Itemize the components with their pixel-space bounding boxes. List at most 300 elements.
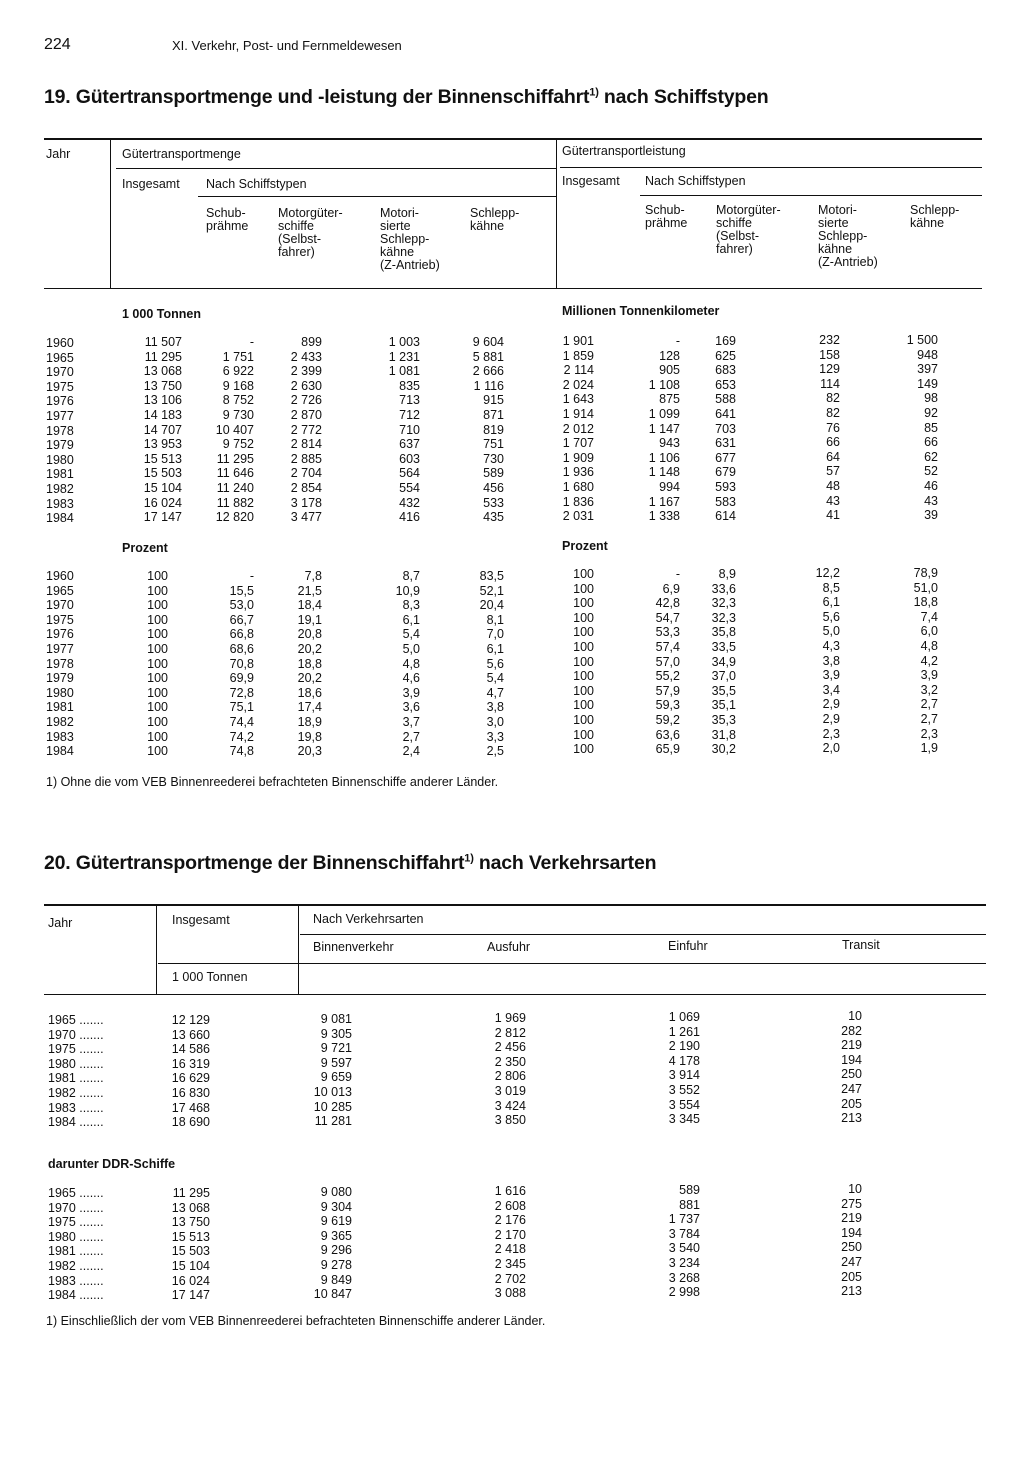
t20-years-ddr-cell: 1981 .......: [48, 1244, 104, 1259]
t19-abs-leistung-insgesamt-cell: 1 680: [562, 479, 594, 494]
t19-abs-leistung-schub-cell: 875: [659, 392, 680, 407]
t20-ddr-transit: [820, 1182, 862, 1299]
t20-ddr-binnen-cell: 9 296: [320, 1243, 352, 1258]
t20-all-transit-cell: 194: [841, 1052, 862, 1067]
t20-ddr-ausfuhr-cell: 3 088: [494, 1286, 526, 1301]
t20-ddr-einfuhr-cell: 1 737: [668, 1212, 700, 1227]
t19-abs-menge-motori-cell: 713: [399, 393, 420, 408]
t19-pct-menge-schlepp: [444, 569, 504, 759]
t19-pct-menge-motori-cell: 3,9: [402, 685, 420, 700]
t19-abs-leistung-schub-cell: 1 108: [648, 377, 680, 392]
t20-h-jahr: Jahr: [48, 916, 73, 930]
t19-pct-menge-schub-cell: 72,8: [229, 685, 254, 700]
t20-years-ddr-cell: 1970 .......: [48, 1200, 104, 1215]
t19-pct-leistung-schlepp-cell: 4,2: [920, 653, 938, 668]
t19-pct-leistung-insgesamt-cell: 100: [573, 742, 594, 757]
t19-abs-menge-motor-cell: 2 772: [290, 422, 322, 437]
t19-abs-menge-schub-cell: 9 730: [222, 407, 254, 422]
t19-pct-leistung-schub: [626, 567, 680, 757]
t19-abs-menge-motor-cell: 2 726: [290, 393, 322, 408]
t19-abs-menge-insgesamt-cell: 14 707: [143, 422, 182, 437]
t20-header-bottom-rule: [44, 994, 986, 995]
section-title: XI. Verkehr, Post- und Fernmeldewesen: [172, 38, 402, 53]
t19-pct-leistung-motori: [790, 566, 840, 756]
t19-abs-menge-motori-cell: 1 003: [388, 335, 420, 349]
t20-all-ausfuhr-cell: 2 812: [494, 1025, 526, 1040]
t19-pct-menge-schub-cell: 68,6: [229, 641, 254, 656]
t19-abs-menge-motori-cell: 432: [399, 495, 420, 510]
t19-abs-menge-schlepp-cell: 589: [483, 466, 504, 481]
t20-ddr-insgesamt-cell: 17 147: [171, 1288, 210, 1303]
t19-pct-leistung-insgesamt-cell: 100: [573, 712, 594, 727]
t19-abs-menge-insgesamt-cell: 13 068: [143, 364, 182, 379]
t19-abs-leistung-insgesamt-cell: 1 643: [562, 392, 594, 407]
t19-abs-menge-insgesamt-cell: 15 503: [143, 466, 182, 481]
t19-pct-leistung-motor-cell: 35,3: [711, 712, 736, 727]
t20-h-ausfuhr: Ausfuhr: [487, 940, 531, 954]
t19-years-pct-cell: 1977: [46, 641, 74, 656]
t19-pct-leistung-motori-cell: 3,4: [822, 682, 840, 697]
t19-pct-leistung-schub-cell: 65,9: [655, 742, 680, 757]
t19-pct-menge-motori-cell: 4,8: [402, 656, 420, 671]
t19-abs-leistung-insgesamt: [540, 334, 594, 524]
t20-years-all-cell: 1983 .......: [48, 1100, 104, 1115]
t19-abs-leistung-motor-cell: 593: [715, 479, 736, 494]
t19-abs-leistung-motori-cell: 158: [819, 347, 840, 362]
t19-abs-menge-motor-cell: 2 704: [290, 466, 322, 481]
t19-abs-menge-insgesamt-cell: 14 183: [143, 407, 182, 422]
t19-pct-menge-schub-cell: 66,7: [229, 612, 254, 627]
t19-pct-menge-schub-cell: 66,8: [229, 627, 254, 642]
t19-abs-menge-motor: [262, 335, 322, 525]
t20-all-ausfuhr-cell: 3 019: [494, 1083, 526, 1098]
t19-pct-menge-insgesamt-cell: 100: [147, 656, 168, 671]
t19-pct-leistung-motori-cell: 3,8: [822, 653, 840, 668]
t19-abs-leistung-motori-cell: 82: [826, 405, 840, 420]
table19-divider-year: [110, 140, 111, 288]
t19-abs-leistung-schlepp-cell: 92: [924, 405, 938, 420]
t19-abs-menge-motori-cell: 1 081: [388, 364, 420, 379]
t19-pct-leistung-schub-cell: 42,8: [655, 596, 680, 611]
t19-abs-leistung-motor-cell: 169: [715, 334, 736, 348]
t19-abs-menge-insgesamt-cell: 11 295: [144, 349, 182, 364]
t19-abs-menge-schlepp-cell: 819: [483, 422, 504, 437]
t19-h-schub-left: Schub- prähme: [206, 206, 249, 233]
t19-pct-menge-schub-cell: 69,9: [229, 671, 254, 686]
t19-footnote: 1) Ohne die vom VEB Binnenreederei befrachteten Binnenschiffe anderer Länder.: [46, 775, 499, 789]
t19-pct-leistung-motori-cell: 5,0: [822, 624, 840, 639]
t19-abs-menge-motori-cell: 637: [399, 437, 420, 452]
t19-header-bottom-rule: [44, 288, 982, 289]
t19-h-jahr: Jahr: [46, 147, 71, 161]
t19-pct-menge-schlepp-cell: 3,3: [486, 729, 504, 744]
t19-abs-leistung-schlepp-cell: 85: [924, 420, 938, 435]
t20-years-all-cell: 1970 .......: [48, 1027, 104, 1042]
t20-ddr-ausfuhr: [470, 1184, 526, 1301]
t20-all-transit-cell: 282: [841, 1023, 862, 1038]
t19-abs-menge-schub-cell: -: [249, 335, 254, 349]
t19-pct-menge-schub-cell: 74,8: [229, 744, 254, 759]
t19-years-abs-cell: 1980: [46, 452, 74, 467]
t19-pct-leistung-schub-cell: 57,4: [655, 639, 680, 654]
t19-pct-leistung-schlepp-cell: 7,4: [920, 609, 938, 624]
t19-pct-leistung-insgesamt-cell: 100: [573, 625, 594, 640]
t20-ddr-einfuhr-cell: 3 540: [668, 1241, 700, 1256]
t19-pct-menge-schub-cell: 74,4: [229, 714, 254, 729]
t20-ddr-binnen-cell: 9 278: [320, 1257, 352, 1272]
t19-abs-menge-motor-cell: 2 814: [290, 437, 322, 452]
t19-rule-nach-left: [198, 196, 556, 197]
t19-abs-menge-motori-cell: 710: [399, 422, 420, 437]
t19-pct-menge-insgesamt-cell: 100: [147, 714, 168, 729]
t19-pct-leistung-insgesamt-cell: 100: [573, 698, 594, 713]
t19-abs-leistung-motor-cell: 677: [715, 450, 736, 465]
t19-abs-menge-schlepp-cell: 533: [483, 495, 504, 510]
table20-divider-insgesamt: [298, 906, 299, 994]
t19-abs-menge-schub-cell: 6 922: [222, 364, 254, 379]
t20-ddr-transit-cell: 275: [841, 1196, 862, 1211]
t19-abs-leistung-motor-cell: 614: [715, 509, 736, 524]
t19-pct-menge-motor-cell: 7,8: [304, 569, 322, 583]
t19-abs-menge-insgesamt-cell: 17 147: [143, 510, 182, 525]
t19-pct-menge-motor-cell: 18,4: [297, 598, 322, 613]
t19-abs-leistung-motor-cell: 631: [715, 436, 736, 451]
t19-abs-menge-schub-cell: 11 240: [216, 480, 254, 495]
t19-pct-menge-insgesamt-cell: 100: [147, 569, 168, 583]
t19-abs-leistung-motor: [686, 334, 736, 524]
t19-pct-leistung-motori-cell: 2,3: [822, 726, 840, 741]
t19-h-insgesamt-left: Insgesamt: [122, 177, 180, 191]
t19-pct-menge-motor-cell: 18,6: [297, 685, 322, 700]
t19-abs-leistung-schub-cell: 1 099: [648, 406, 680, 421]
t19-years-abs-cell: 1975: [46, 379, 74, 394]
t20-years-all-cell: 1975 .......: [48, 1042, 104, 1057]
t20-all-binnen-cell: 9 305: [320, 1026, 352, 1041]
t20-ddr-einfuhr-cell: 3 234: [668, 1255, 700, 1270]
t19-pct-leistung-motor-cell: 35,8: [711, 625, 736, 640]
t19-h-motor-left: Motorgüter- schiffe (Selbst- fahrer): [278, 206, 343, 259]
t19-pct-leistung-motor-cell: 32,3: [711, 596, 736, 611]
t20-all-binnen-cell: 9 597: [320, 1055, 352, 1070]
t19-abs-leistung-schub-cell: 1 147: [648, 421, 680, 436]
t19-pct-menge-schlepp-cell: 3,8: [486, 700, 504, 715]
t19-pct-leistung-schlepp-cell: 2,7: [920, 711, 938, 726]
t19-abs-menge-schlepp-cell: 456: [483, 480, 504, 495]
t19-pct-leistung-motori-cell: 8,5: [822, 580, 840, 595]
t19-pct-leistung-motori-cell: 12,2: [815, 566, 840, 580]
t19-unit-tkm: Millionen Tonnenkilometer: [562, 304, 720, 318]
t20-all-insgesamt-cell: 12 129: [171, 1013, 210, 1027]
t19-abs-leistung-motori-cell: 57: [826, 464, 840, 479]
t19-abs-menge-insgesamt-cell: 11 507: [144, 335, 182, 349]
t19-abs-menge-schlepp-cell: 751: [483, 437, 504, 452]
table20-divider-year: [156, 906, 157, 994]
t20-all-transit-cell: 213: [841, 1111, 862, 1126]
t19-pct-menge-schlepp-cell: 3,0: [486, 714, 504, 729]
t19-abs-menge-schub: [190, 335, 254, 525]
t19-pct-menge-schlepp-cell: 8,1: [486, 612, 504, 627]
t20-ddr-binnen-cell: 9 619: [320, 1214, 352, 1229]
t20-all-einfuhr-cell: 1 261: [668, 1024, 700, 1039]
t20-all-transit-cell: 219: [841, 1038, 862, 1053]
t19-abs-leistung-insgesamt-cell: 1 836: [562, 494, 594, 509]
t20-ddr-transit-cell: 213: [841, 1284, 862, 1299]
t19-abs-leistung-schub: [626, 334, 680, 524]
table20-top-rule: [44, 904, 986, 906]
t19-abs-leistung-motori-cell: 48: [826, 478, 840, 493]
t20-all-einfuhr-cell: 2 190: [668, 1039, 700, 1054]
t19-abs-menge-schlepp-cell: 915: [483, 393, 504, 408]
t20-rule-unit: [158, 963, 986, 964]
t19-abs-leistung-schlepp-cell: 149: [917, 376, 938, 391]
t19-abs-leistung-insgesamt-cell: 2 024: [562, 377, 594, 392]
t19-years-abs-cell: 1983: [46, 496, 74, 511]
t19-abs-leistung-motor-cell: 583: [715, 494, 736, 509]
t20-ddr-transit-cell: 247: [841, 1254, 862, 1269]
t19-abs-menge-motor-cell: 2 433: [290, 349, 322, 364]
t20-all-einfuhr-cell: 4 178: [668, 1053, 700, 1068]
t19-abs-leistung-insgesamt-cell: 2 114: [563, 363, 594, 378]
t19-abs-menge-motor-cell: 3 477: [290, 510, 322, 525]
t19-pct-menge-schub-cell: -: [249, 569, 254, 583]
t19-abs-leistung-motori-cell: 82: [826, 391, 840, 406]
t19-pct-leistung-motor-cell: 30,2: [711, 742, 736, 757]
t19-abs-menge-schub-cell: 12 820: [215, 510, 254, 525]
t19-abs-menge-schub-cell: 9 168: [222, 378, 254, 393]
t19-pct-leistung-schub-cell: 54,7: [655, 610, 680, 625]
t20-ddr-einfuhr-cell: 3 268: [668, 1270, 700, 1285]
t20-all-binnen-cell: 11 281: [314, 1114, 352, 1129]
t19-pct-menge-schlepp-cell: 4,7: [486, 685, 504, 700]
t19-pct-menge-motor-cell: 19,8: [297, 729, 322, 744]
t19-pct-menge-motori: [360, 569, 420, 759]
t19-years-abs-cell: 1984: [46, 511, 74, 526]
t20-ddr-insgesamt-cell: 15 513: [171, 1229, 210, 1244]
t19-pct-leistung-motor-cell: 34,9: [711, 654, 736, 669]
t19-pct-menge-motori-cell: 4,6: [402, 671, 420, 686]
t19-pct-menge-schub: [190, 569, 254, 759]
t19-h-schub-right: Schub- prähme: [645, 203, 688, 230]
t19-pct-menge-schlepp-cell: 5,6: [486, 656, 504, 671]
t20-all-transit-cell: 10: [848, 1009, 862, 1023]
t19-abs-leistung-schub-cell: 1 106: [648, 450, 680, 465]
t19-abs-menge-schlepp-cell: 435: [483, 510, 504, 525]
t19-abs-menge-insgesamt: [110, 335, 182, 525]
t20-all-ausfuhr-cell: 3 424: [494, 1098, 526, 1113]
t19-years-abs-cell: 1981: [46, 467, 74, 482]
t20-years-ddr-cell: 1975 .......: [48, 1215, 104, 1230]
t20-ddr-insgesamt-cell: 11 295: [172, 1186, 210, 1200]
t19-pct-menge-motori-cell: 3,7: [402, 714, 420, 729]
t19-pct-menge-insgesamt-cell: 100: [147, 700, 168, 715]
t19-abs-menge-motor-cell: 2 854: [290, 480, 322, 495]
t19-pct-leistung-motori-cell: 6,1: [822, 595, 840, 610]
t19-abs-menge-motori: [360, 335, 420, 525]
t20-ddr-ausfuhr-cell: 2 176: [494, 1213, 526, 1228]
t19-abs-menge-insgesamt-cell: 15 513: [143, 451, 182, 466]
t19-years-pct-cell: 1981: [46, 700, 74, 715]
t19-abs-leistung-schub-cell: 994: [659, 479, 680, 494]
t20-h-transit: Transit: [842, 938, 880, 952]
t20-all-binnen-cell: 9 721: [320, 1041, 352, 1056]
t19-abs-menge-schlepp-cell: 2 666: [472, 364, 504, 379]
t20-years-ddr-cell: 1965 .......: [48, 1186, 104, 1200]
t19-pct-leistung-schub-cell: 59,3: [655, 698, 680, 713]
t19-pct-menge-motor-cell: 20,8: [297, 627, 322, 642]
t20-all-insgesamt-cell: 18 690: [171, 1115, 210, 1130]
t20-ddr-binnen-cell: 9 304: [320, 1199, 352, 1214]
t19-pct-leistung-insgesamt-cell: 100: [573, 567, 594, 581]
t19-years-pct-cell: 1970: [46, 598, 74, 613]
t19-pct-leistung-schlepp: [880, 566, 938, 756]
t19-abs-menge-motori-cell: 564: [399, 466, 420, 481]
t20-years-ddr-cell: 1980 .......: [48, 1229, 104, 1244]
t19-years-pct-cell: 1982: [46, 714, 74, 729]
t20-ddr-einfuhr-cell: 2 998: [668, 1285, 700, 1300]
t19-unit-tonnen: 1 000 Tonnen: [122, 307, 201, 321]
t19-years-pct-cell: 1976: [46, 627, 74, 642]
t19-pct-menge-motor-cell: 19,1: [297, 612, 322, 627]
t19-pct-leistung-schlepp-cell: 6,0: [920, 624, 938, 639]
t19-pct-menge-schlepp-cell: 2,5: [486, 744, 504, 759]
t20-all-einfuhr-cell: 3 345: [668, 1112, 700, 1127]
t20-ddr-einfuhr: [646, 1183, 700, 1300]
t19-pct-leistung-schlepp-cell: 3,9: [920, 668, 938, 683]
t20-ddr-ausfuhr-cell: 1 616: [494, 1184, 526, 1198]
t19-pct-menge-insgesamt-cell: 100: [147, 583, 168, 598]
t19-pct-leistung-schlepp-cell: 2,3: [920, 726, 938, 741]
t19-pct-menge-motori-cell: 8,3: [402, 598, 420, 613]
t19-pct-menge-motor-cell: 20,2: [297, 641, 322, 656]
t19-abs-menge-motor-cell: 2 870: [290, 407, 322, 422]
t19-abs-menge-motori-cell: 554: [399, 480, 420, 495]
t20-h-binnen: Binnenverkehr: [313, 940, 394, 954]
t19-pct-leistung-motori-cell: 2,0: [822, 741, 840, 756]
t20-ddr-einfuhr-cell: 589: [679, 1183, 700, 1197]
t19-abs-menge-schlepp-cell: 1 116: [473, 378, 504, 393]
t20-years-all-cell: 1980 .......: [48, 1056, 104, 1071]
t20-ddr-transit-cell: 205: [841, 1269, 862, 1284]
t20-ddr-binnen-cell: 9 080: [320, 1185, 352, 1199]
t19-abs-leistung-insgesamt-cell: 1 707: [562, 436, 594, 451]
t20-years-all-cell: 1981 .......: [48, 1071, 104, 1086]
t20-ddr-transit-cell: 194: [841, 1225, 862, 1240]
t20-h-einfuhr: Einfuhr: [668, 939, 708, 953]
t19-abs-leistung-motori-cell: 43: [826, 493, 840, 508]
t20-all-binnen-cell: 10 013: [313, 1084, 352, 1099]
t19-pct-menge-schlepp-cell: 20,4: [479, 598, 504, 613]
t19-pct-leistung-schub-cell: 57,0: [655, 654, 680, 669]
t19-abs-leistung-motori: [790, 333, 840, 523]
t19-years-abs-cell: 1979: [46, 438, 74, 453]
t19-abs-menge-schub-cell: 11 882: [216, 495, 254, 510]
t19-abs-leistung-insgesamt-cell: 2 031: [562, 509, 594, 524]
t19-years-pct: [46, 569, 74, 759]
t20-all-insgesamt-cell: 17 468: [171, 1100, 210, 1115]
t20-all-transit-cell: 250: [841, 1067, 862, 1082]
t19-pct-leistung-insgesamt-cell: 100: [573, 669, 594, 684]
t19-h-motor-right: Motorgüter- schiffe (Selbst- fahrer): [716, 203, 781, 256]
t20-ddr-insgesamt: [150, 1186, 210, 1303]
t19-h-motori-left: Motori- sierte Schlepp- kähne (Z-Antrieb): [380, 206, 440, 272]
t20-ddr-insgesamt-cell: 16 024: [171, 1273, 210, 1288]
t20-footnote: 1) Einschließlich der vom VEB Binnenreederei befrachteten Binnenschiffe anderer Länder.: [46, 1314, 546, 1328]
t19-abs-leistung-motori-cell: 129: [819, 362, 840, 377]
t19-pct-menge-schlepp-cell: 7,0: [486, 627, 504, 642]
t20-all-binnen-cell: 9 659: [320, 1070, 352, 1085]
t19-abs-leistung-motor-cell: 683: [715, 363, 736, 378]
t19-pct-leistung-motor-cell: 32,3: [711, 610, 736, 625]
t19-abs-menge-schlepp-cell: 871: [483, 407, 504, 422]
t20-years-ddr-cell: 1983 .......: [48, 1273, 104, 1288]
t19-pct-leistung-schub-cell: 63,6: [655, 727, 680, 742]
t19-abs-leistung-motor-cell: 641: [715, 406, 736, 421]
t20-h-nach: Nach Verkehrsarten: [313, 912, 424, 926]
t19-abs-leistung-insgesamt-cell: 1 909: [562, 450, 594, 465]
t20-ddr-binnen: [290, 1185, 352, 1302]
t19-abs-leistung-schub-cell: 128: [659, 348, 680, 363]
t19-pct-menge-motori-cell: 3,6: [402, 700, 420, 715]
t20-all-transit: [820, 1009, 862, 1126]
t19-abs-menge-motori-cell: 835: [399, 378, 420, 393]
t20-ddr-transit-cell: 250: [841, 1240, 862, 1255]
t19-pct-leistung-motori-cell: 3,9: [822, 668, 840, 683]
t19-abs-leistung-schlepp-cell: 39: [924, 508, 938, 523]
t19-pct-leistung-motor: [686, 567, 736, 757]
t19-pct-menge-insgesamt-cell: 100: [147, 627, 168, 642]
t20-years-all-cell: 1965 .......: [48, 1013, 104, 1027]
t19-abs-menge-motor-cell: 2 630: [290, 378, 322, 393]
t19-abs-menge-motori-cell: 1 231: [388, 349, 420, 364]
t19-pct-menge-insgesamt-cell: 100: [147, 598, 168, 613]
t19-abs-leistung-schlepp-cell: 62: [924, 449, 938, 464]
t19-years-pct-cell: 1983: [46, 729, 74, 744]
t19-h-menge: Gütertransportmenge: [122, 147, 241, 161]
t19-abs-leistung-insgesamt-cell: 1 914: [562, 406, 594, 421]
table19-title: 19. Gütertransportmenge und -leistung der Binnenschiffahrt$^{1)}$ nach Schiffstypen: [44, 86, 769, 108]
t20-ddr-insgesamt-cell: 13 068: [171, 1200, 210, 1215]
t19-years-abs: [46, 336, 74, 526]
t20-unit-tonnen: 1 000 Tonnen: [172, 970, 248, 984]
t19-pct-menge-motori-cell: 10,9: [395, 583, 420, 598]
t19-abs-menge-insgesamt-cell: 13 106: [143, 393, 182, 408]
t19-abs-leistung-schlepp-cell: 1 500: [906, 333, 938, 347]
t19-abs-leistung-insgesamt-cell: 1 901: [562, 334, 594, 348]
t20-all-ausfuhr-cell: 2 456: [494, 1040, 526, 1055]
t19-abs-leistung-motor-cell: 679: [715, 465, 736, 480]
t19-years-abs-cell: 1960: [46, 336, 74, 350]
t19-pct-menge-motori-cell: 6,1: [402, 612, 420, 627]
t19-pct-leistung-insgesamt-cell: 100: [573, 639, 594, 654]
t19-abs-menge-motori-cell: 416: [399, 510, 420, 525]
t19-abs-leistung-motori-cell: 76: [826, 420, 840, 435]
t19-pct-leistung-schlepp-cell: 78,9: [913, 566, 938, 580]
t19-pct-leistung-motor-cell: 37,0: [711, 669, 736, 684]
t20-ddr-transit-cell: 219: [841, 1211, 862, 1226]
t19-pct-menge-motori-cell: 2,4: [402, 744, 420, 759]
t19-pct-menge-insgesamt-cell: 100: [147, 744, 168, 759]
t19-rule-menge: [116, 168, 556, 169]
t19-abs-menge-schlepp-cell: 5 881: [472, 349, 504, 364]
t19-abs-leistung-schlepp-cell: 46: [924, 478, 938, 493]
t19-abs-leistung-schlepp-cell: 52: [924, 464, 938, 479]
t19-h-motori-right: Motori- sierte Schlepp- kähne (Z-Antrieb): [818, 203, 878, 269]
t19-abs-leistung-motori-cell: 41: [826, 508, 840, 523]
t20-all-einfuhr-cell: 3 914: [668, 1068, 700, 1083]
t19-abs-menge-schub-cell: 9 752: [222, 437, 254, 452]
t19-pct-leistung-schub-cell: 55,2: [655, 669, 680, 684]
t20-years-all-cell: 1982 .......: [48, 1085, 104, 1100]
